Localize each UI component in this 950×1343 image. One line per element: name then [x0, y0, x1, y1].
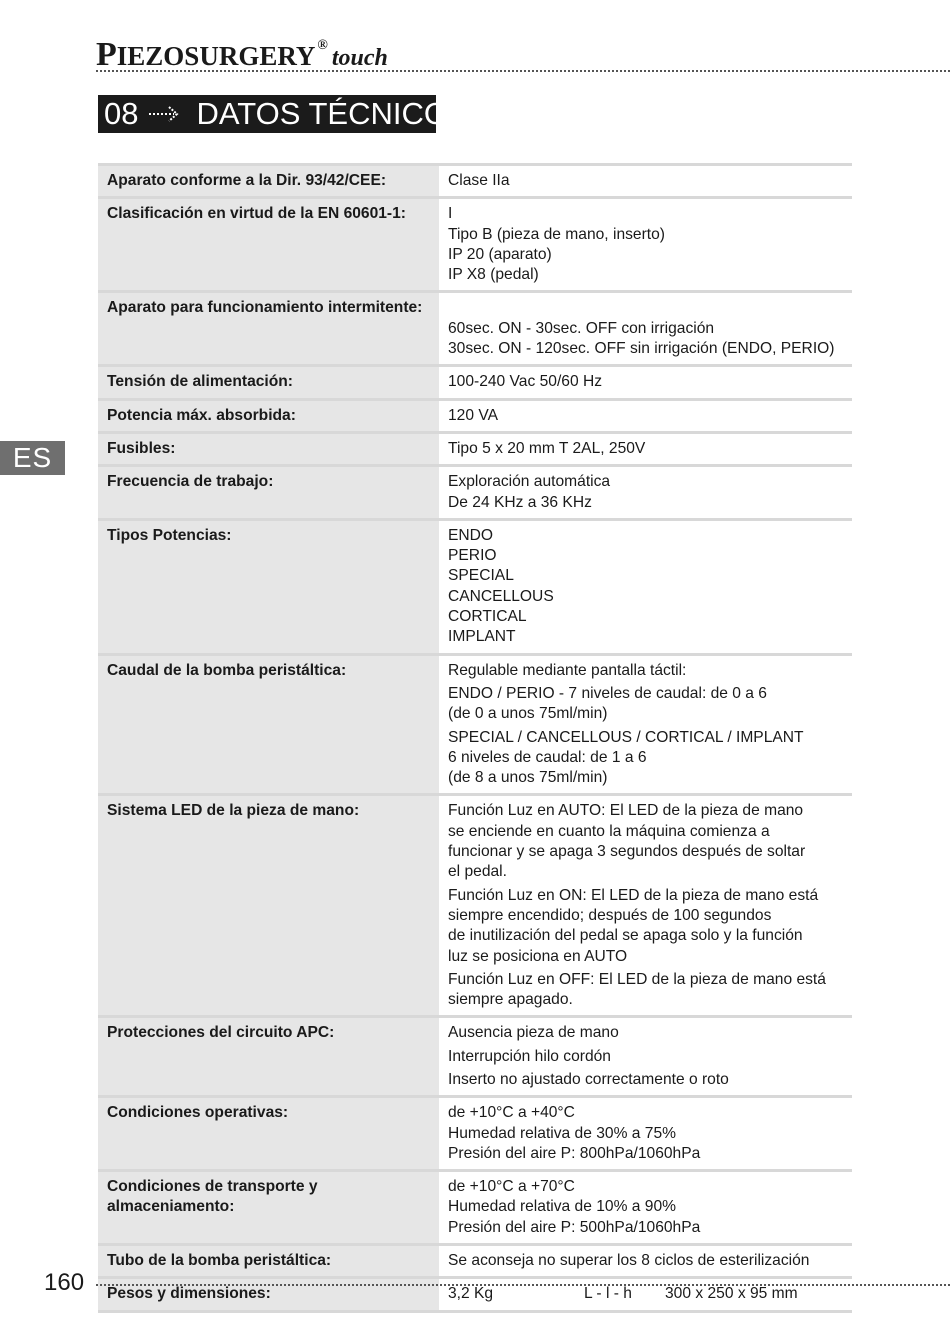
spec-row [98, 1097, 852, 1171]
footer-divider [96, 1284, 950, 1286]
spec-value-line: 60sec. ON - 30sec. OFF con irrigación [448, 319, 715, 337]
spec-row [98, 292, 852, 366]
spec-value-line [448, 298, 843, 318]
spec-label: Aparato para funcionamiento intermitente: [98, 292, 439, 366]
spec-value-group [448, 886, 843, 967]
spec-value-line: CANCELLOUS [448, 587, 554, 605]
spec-value-group [448, 684, 843, 725]
spec-value-line: (de 8 a unos 75ml/min) [448, 769, 608, 787]
spec-value [439, 1171, 852, 1245]
spec-value-line: Clase IIa [448, 172, 510, 189]
spec-value [439, 1245, 852, 1278]
spec-value-line: se enciende en cuanto la máquina comienza a [448, 822, 770, 840]
spec-value-group [448, 970, 843, 1011]
spec-label: Tensión de alimentación: [98, 366, 439, 399]
spec-row [98, 198, 852, 292]
spec-label: Condiciones de transporte y almaceniamento: [98, 1171, 439, 1245]
language-tab: ES [0, 441, 65, 475]
spec-row [98, 1278, 852, 1311]
spec-value-line: de +10°C a +70°C [448, 1178, 575, 1196]
spec-value-line: siempre encendido; después de 100 segundos [448, 906, 772, 924]
spec-value-line: Función Luz en AUTO: El LED de la pieza de mano [448, 802, 804, 820]
section-heading: DATOS TÉCNICOS [196, 96, 469, 131]
brand-name: IEZOSURGERY [116, 41, 316, 71]
spec-label: Clasificación en virtud de la EN 60601-1: [98, 198, 439, 292]
section-number: 08 [104, 96, 139, 131]
spec-value [439, 1097, 852, 1171]
spec-value-line: Se aconseja no superar los 8 ciclos de esterilización [448, 1252, 810, 1270]
spec-value-line: SPECIAL / CANCELLOUS / CORTICAL / IMPLANT [448, 728, 804, 746]
spec-row [98, 795, 852, 1017]
spec-row [98, 1245, 852, 1278]
spec-value [439, 292, 852, 366]
spec-value-line: IP X8 (pedal) [448, 266, 539, 284]
spec-value-line: Presión del aire P: 500hPa/1060hPa [448, 1218, 701, 1236]
spec-value-line: De 24 KHz a 36 KHz [448, 493, 592, 511]
spec-value-line: (de 0 a unos 75ml/min) [448, 705, 608, 723]
spec-value [439, 399, 852, 432]
spec-value-group [448, 1070, 843, 1090]
spec-value-line: siempre apagado. [448, 991, 573, 1009]
spec-value-line: Función Luz en OFF: El LED de la pieza de mano está [448, 970, 826, 988]
brand-logo [96, 36, 388, 74]
spec-value [439, 519, 852, 654]
spec-value-line: PERIO [448, 547, 497, 565]
spec-value-line: Tipo B (pieza de mano, inserto) [448, 225, 665, 243]
spec-value-line: Ausencia pieza de mano [448, 1024, 619, 1042]
spec-value-line: Humedad relativa de 10% a 90% [448, 1198, 676, 1216]
spec-value-line: Interrupción hilo cordón [448, 1047, 611, 1065]
spec-value-line: Inserto no ajustado correctamente o roto [448, 1070, 729, 1088]
spec-label: Condiciones operativas: [98, 1097, 439, 1171]
spec-value-line: luz se posiciona en AUTO [448, 947, 628, 965]
spec-row [98, 399, 852, 432]
brand-suffix: touch [331, 45, 388, 71]
spec-value-line: de +10°C a +40°C [448, 1104, 575, 1122]
spec-value-line: 30sec. ON - 120sec. OFF sin irrigación (ENDO, PERIO) [448, 340, 835, 358]
spec-value-line: de inutilización del pedal se apaga solo y la función [448, 927, 803, 945]
spec-value-line: SPECIAL [448, 567, 514, 585]
section-title [98, 95, 469, 133]
spec-value-group [448, 1023, 843, 1043]
page-number: 160 [44, 1269, 85, 1296]
spec-value [439, 366, 852, 399]
spec-value-line: I [448, 205, 453, 223]
spec-row [98, 366, 852, 399]
spec-value-column: 300 x 250 x 95 mm [665, 1285, 798, 1303]
spec-value [439, 1278, 852, 1311]
spec-value [439, 654, 852, 795]
registered-mark: ® [317, 38, 328, 53]
spec-label: Tubo de la bomba peristáltica: [98, 1245, 439, 1278]
header-divider [96, 70, 950, 72]
specifications-table [98, 163, 852, 1313]
spec-value-line: Exploración automática [448, 473, 611, 491]
spec-value-group [448, 1047, 843, 1067]
spec-label: Protecciones del circuito APC: [98, 1017, 439, 1097]
spec-value-line: 120 VA [448, 406, 498, 424]
spec-value-group [448, 728, 843, 789]
spec-value [439, 795, 852, 1017]
spec-value-group [448, 661, 843, 681]
spec-label: Sistema LED de la pieza de mano: [98, 795, 439, 1017]
spec-value-line: Tipo 5 x 20 mm T 2AL, 250V [448, 439, 646, 457]
spec-row [98, 1171, 852, 1245]
spec-value-line: Humedad relativa de 30% a 75% [448, 1124, 676, 1142]
spec-value-line: ENDO [448, 526, 494, 544]
spec-value-line: funcionar y se apaga 3 segundos después de soltar [448, 843, 806, 861]
spec-label: Caudal de la bomba peristáltica: [98, 654, 439, 795]
spec-label: Fusibles: [98, 432, 439, 465]
spec-value-column: 3,2 Kg [448, 1285, 494, 1303]
spec-label: Frecuencia de trabajo: [98, 466, 439, 520]
spec-value-line: 100-240 Vac 50/60 Hz [448, 373, 603, 391]
spec-value-line: Presión del aire P: 800hPa/1060hPa [448, 1144, 701, 1162]
spec-value-line: Función Luz en ON: El LED de la pieza de mano está [448, 886, 819, 904]
spec-value [439, 165, 852, 198]
spec-value-line: 6 niveles de caudal: de 1 a 6 [448, 748, 647, 766]
spec-label: Tipos Potencias: [98, 519, 439, 654]
spec-value [439, 1017, 852, 1097]
spec-row [98, 165, 852, 198]
spec-row [98, 432, 852, 465]
spec-label: Pesos y dimensiones: [98, 1278, 439, 1311]
spec-value [439, 466, 852, 520]
spec-value-line: Regulable mediante pantalla táctil: [448, 661, 687, 679]
spec-value-column: L - l - h [584, 1285, 632, 1303]
spec-row [98, 466, 852, 520]
spec-value-group [448, 801, 843, 882]
spec-row [98, 654, 852, 795]
spec-value-line: el pedal. [448, 863, 507, 881]
spec-label: Potencia máx. absorbida: [98, 399, 439, 432]
spec-value-line [448, 1284, 843, 1304]
spec-value-line: IMPLANT [448, 628, 516, 646]
spec-value-line: IP 20 (aparato) [448, 245, 552, 263]
spec-label: Aparato conforme a la Dir. 93/42/CEE: [98, 165, 439, 198]
spec-value-line: CORTICAL [448, 608, 527, 626]
brand-first-letter: P [96, 36, 117, 73]
spec-value [439, 432, 852, 465]
spec-row [98, 519, 852, 654]
spec-value-line: ENDO / PERIO - 7 niveles de caudal: de 0 a 6 [448, 684, 767, 702]
dotted-arrow-icon [148, 105, 182, 123]
spec-row [98, 1017, 852, 1097]
spec-value [439, 198, 852, 292]
